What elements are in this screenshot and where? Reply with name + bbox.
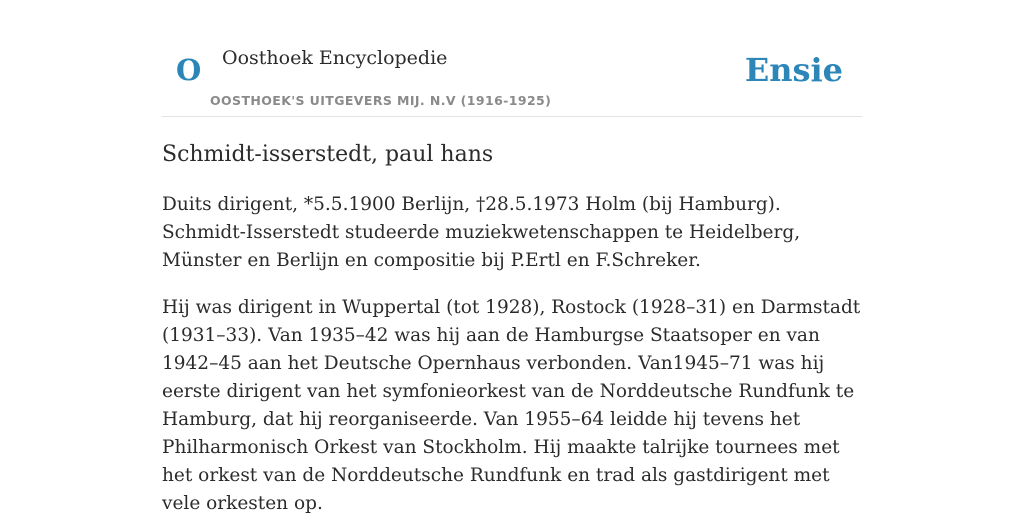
- publisher-label: OOSTHOEK'S UITGEVERS MIJ. N.V (1916-1925): [210, 93, 552, 108]
- article-paragraph-1: Duits dirigent, *5.5.1900 Berlijn, †28.5.1973 Holm (bij Hamburg). Schmidt-Isserstedt studeerde muziekwetenschappen te Heidelberg, Münster en Berlijn en compositie bij P.Ertl en F.Schreker.: [162, 194, 801, 271]
- article-paragraph-2: Hij was dirigent in Wuppertal (tot 1928), Rostock (1928–31) en Darmstadt (1931–33). Van 1935–42 was hij aan de Hamburgse Staatsoper en van 1942–45 aan het Deutsche Opernhaus verbonden. Van1945–71 was hij eerste dirigent van het symfonieorkest van de Norddeutsche Rundfunk te Hamburg, dat hij reorganiseerde. Van 1955–64 leidde hij tevens het Philharmonisch Orkest van Stockholm. Hij maakte talrijke tournees met het orkest van de Norddeutsche Rundfunk en trad als gastdirigent met vele orkesten op.: [162, 297, 861, 514]
- book-title[interactable]: Oosthoek Encyclopedie: [222, 47, 448, 69]
- book-logo-icon[interactable]: O: [176, 53, 202, 87]
- ensie-logo-link[interactable]: Ensie: [744, 51, 843, 89]
- site-header: [162, 0, 862, 117]
- article-content: [162, 138, 862, 518]
- article-title: Schmidt-isserstedt, paul hans: [162, 142, 494, 167]
